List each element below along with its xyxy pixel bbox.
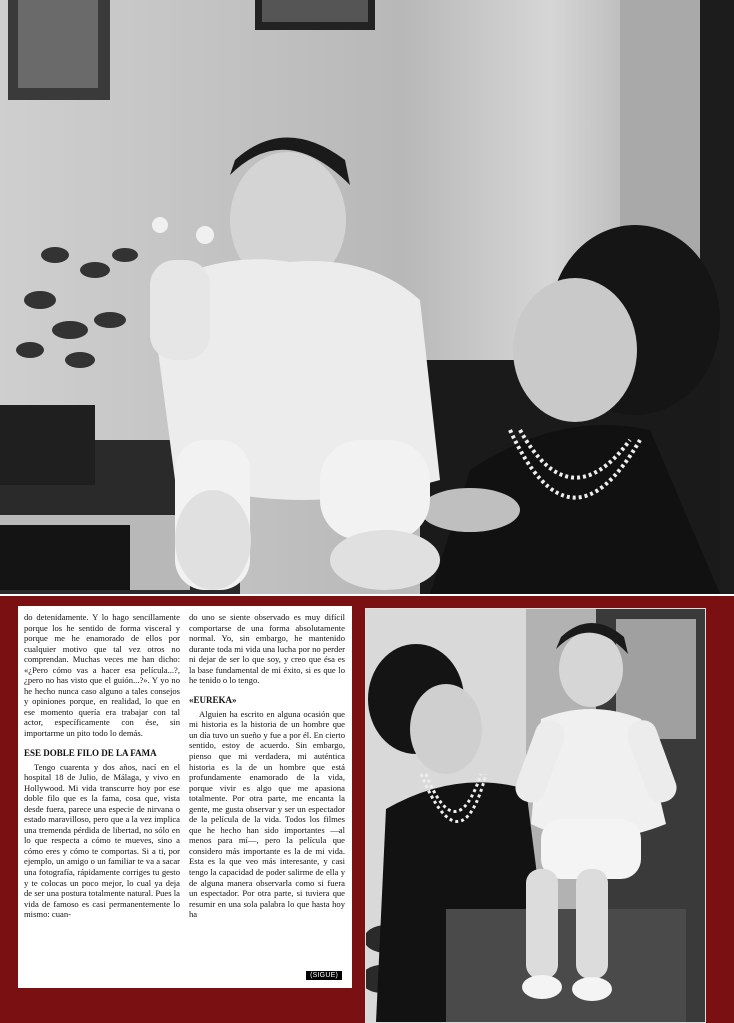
- article-column-1: [24, 612, 180, 988]
- bottom-photo-mother-holding-baby: [365, 608, 706, 1023]
- section-heading: ESE DOBLE FILO DE LA FAMA: [24, 747, 157, 758]
- article-paragraph: do detenidamente. Y lo hago sencillamente porque los he sentido de forma visceral y porque me he enamorado de ellos por cualquier motivo que tal vez otros no comprendan. Muchas veces me han dicho: «¿Pero cómo vas a hacer esa película...?, ¿pero no has visto que el guión...?». Y yo no he hecho nunca caso alguno a tales consejos y opiniones porque, en realidad, lo que en ese momento quería era trabajar con tal actor, específicamente con ése, sin importarme un pito todo lo demás.: [24, 612, 180, 739]
- article-paragraph: do uno se siente observado es muy difícil comportarse de una forma absolutamente normal. Yo, sin embargo, he mantenido durante toda mi vida una lucha por no perder ni dejar de ser lo que soy, y creo que ésa es la base fundamental de mi éxito, si es que lo he tenido o lo tengo.: [189, 612, 345, 686]
- article-column-2: [189, 612, 345, 988]
- article-columns: [24, 612, 346, 988]
- article-paragraph: Alguien ha escrito en alguna ocasión que mi historia es la historia de un hombre que un día tuvo un sueño y fue a por él. En cierto sentido, estoy de acuerdo. Sin embargo, pienso que mi verdadera, mi auténtica historia es la de un hombre que está profundamente enamorado de la vida, porque vivir es algo que me apasiona totalmente. Por otra parte, me encanta la gente, me gusta observar y ser un espectador de la película de la vida. Todos los filmes que he hecho han sido importantes —al menos para mí—, pero la película que considero más importante es la de mi vida. Esta es la que veo más interesante, y casi tengo la capacidad de poder salirme de ella y de alguna manera observarla como si fuera un espectador. Por otra parte, si tuviera que resumir en una sola palabra lo que hasta hoy ha: [189, 708, 345, 920]
- section-heading: «EUREKA»: [189, 694, 237, 705]
- article-text-box: [18, 606, 352, 988]
- bottom-photo-illustration: [366, 609, 705, 1022]
- continued-badge: (SIGUE): [306, 971, 342, 980]
- article-paragraph: Tengo cuarenta y dos años, nací en el hospital 18 de Julio, de Málaga, y vivo en Hollywood. Mi vida transcurre hoy por ese doble filo que es la fama, cosa que, vista desde fuera, parece una especie de nirvana o estado maravilloso, pero que a la vez implica una tremenda pérdida de libertad, no sólo en lo que respecta a cómo te mueves, sino a cómo eres y cómo te comportas. Si a ti, por ejemplo, un amigo o un familiar te va a sacar una fotografía, rápidamente corriges tu gesto y te colocas un poco mejor, lo cual ya deja de ser una postura totalmente natural. Pues la vida de famoso es casi permanentemente lo mismo: cuan-: [24, 761, 180, 920]
